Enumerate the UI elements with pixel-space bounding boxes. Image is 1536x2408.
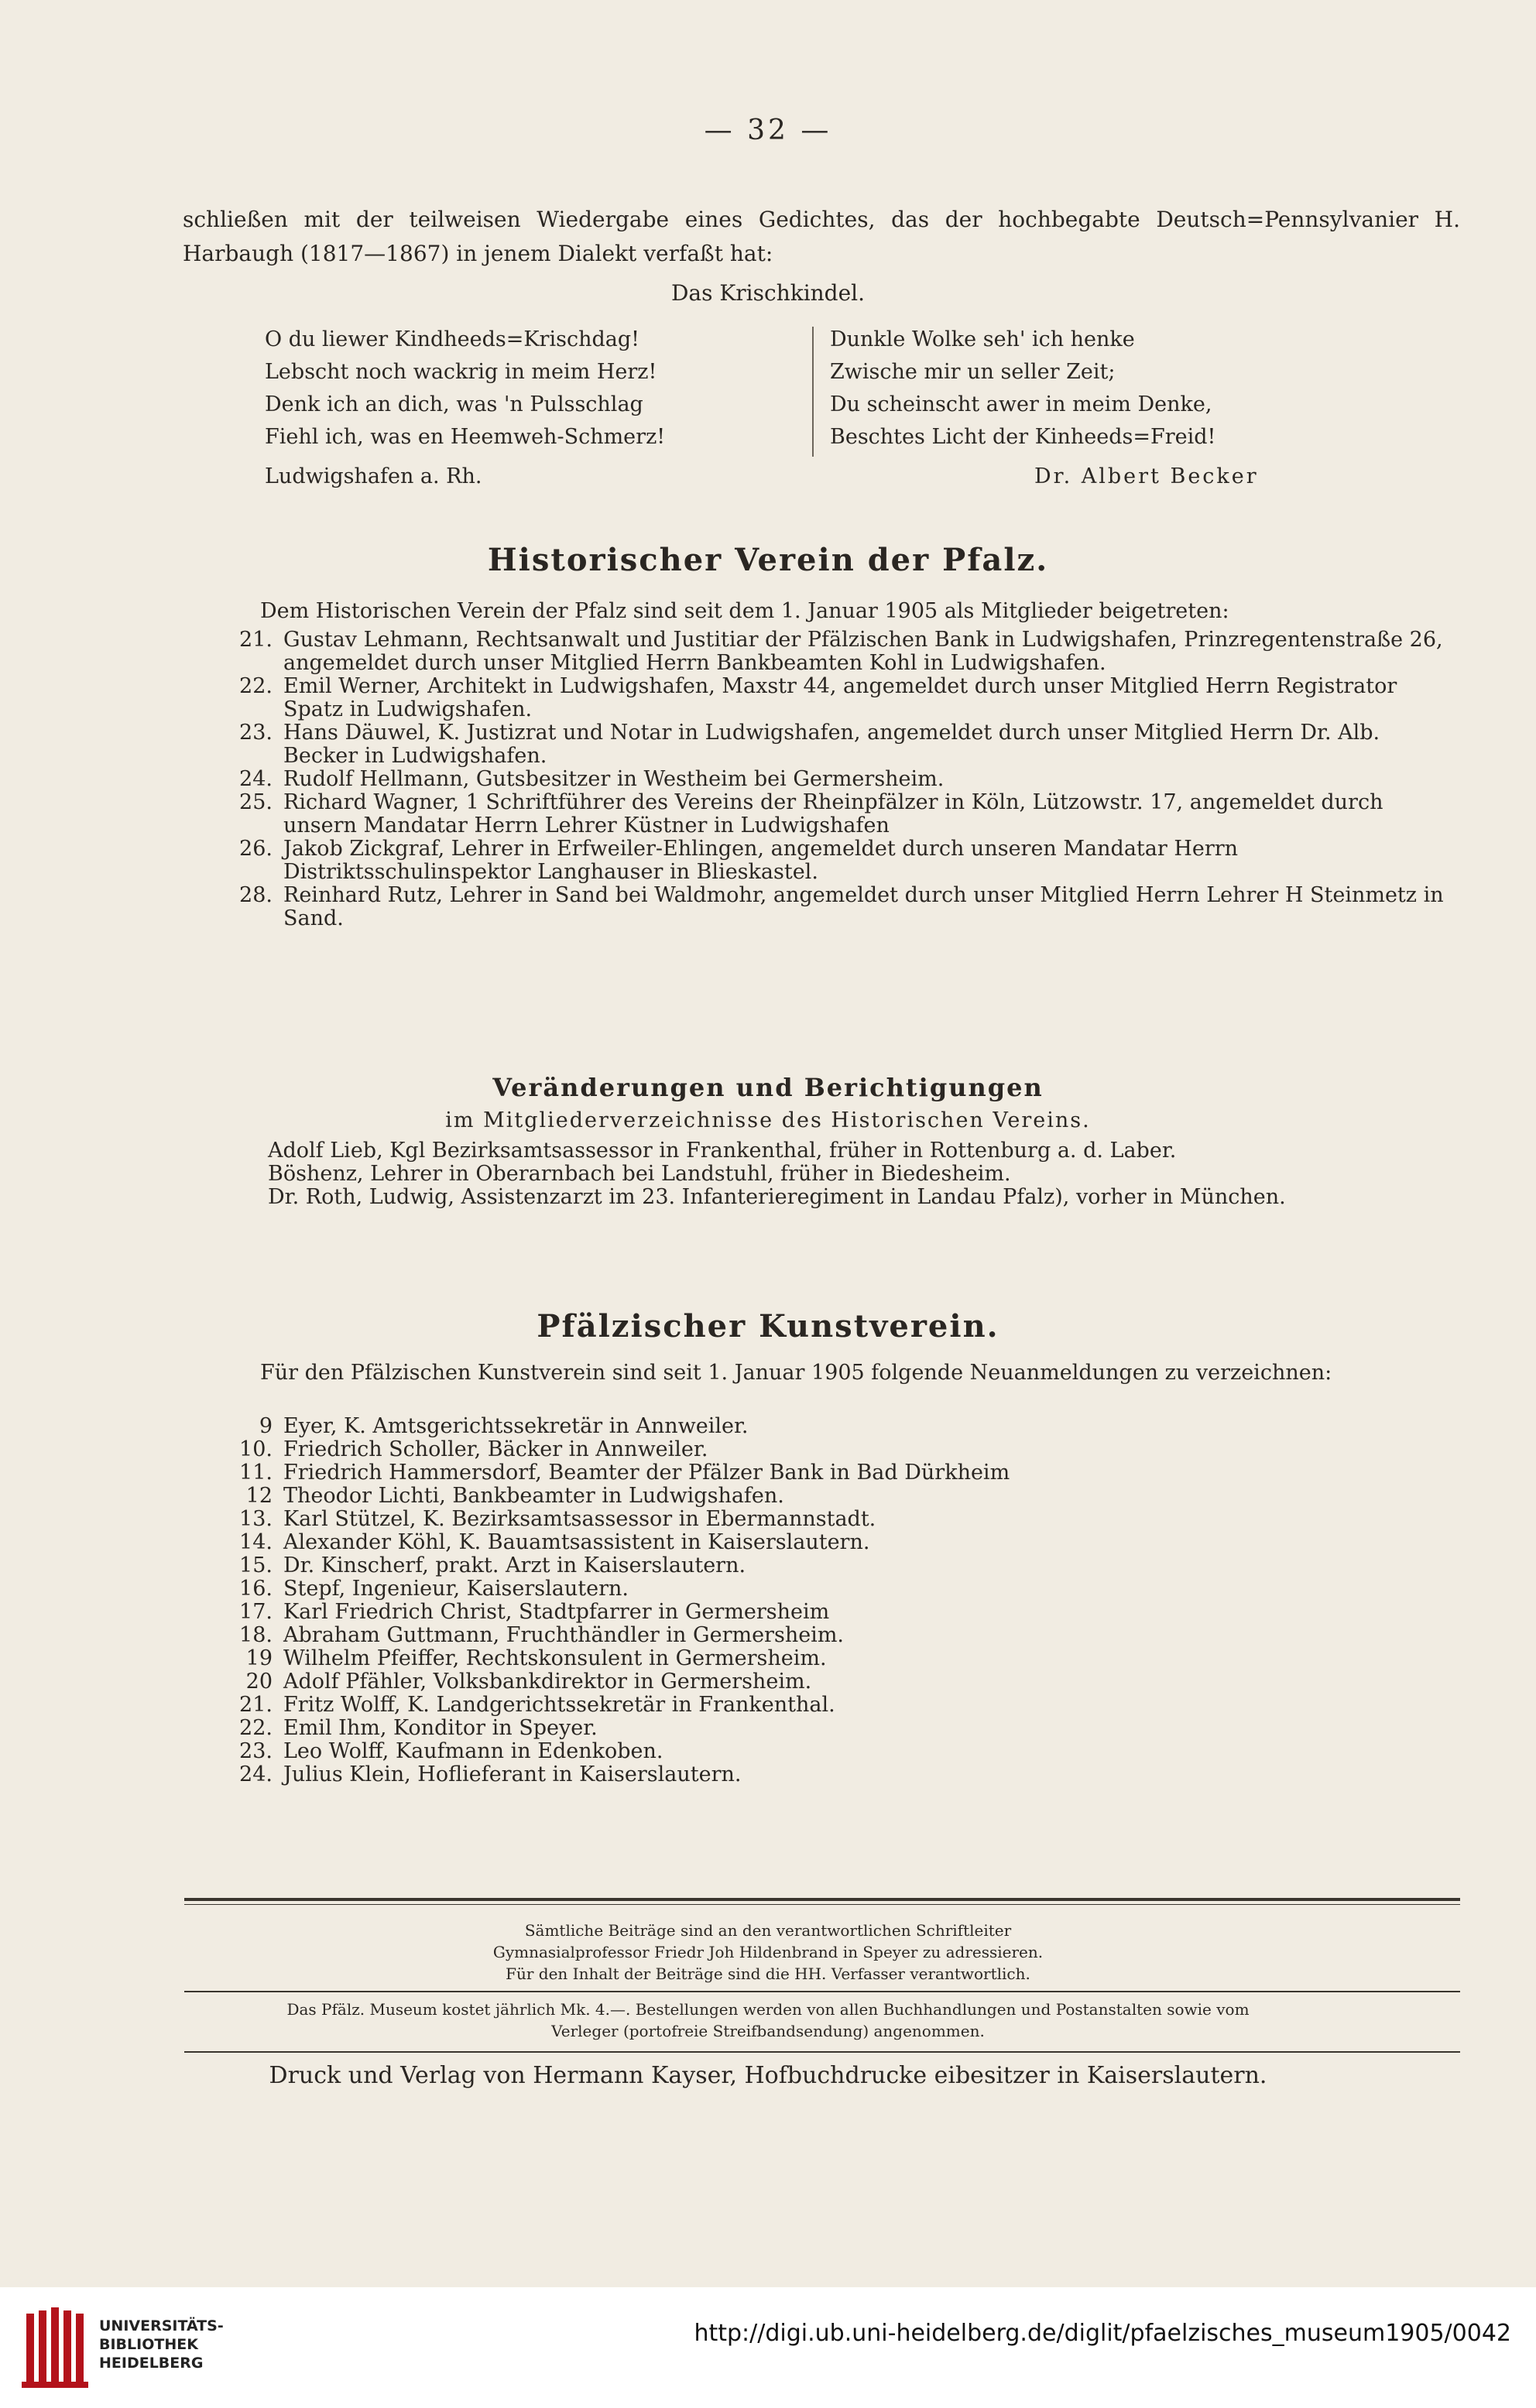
divider-rule-thick (184, 1898, 1460, 1901)
list-item: 15. Dr. Kinscherf, prakt. Arzt in Kaiserslautern. (239, 1553, 746, 1577)
list-item: 23. Hans Däuwel, K. Justizrat und Notar in Ludwigshafen, angemeldet durch unser Mitglied Herrn Dr. Alb. Becker in Ludwigshafen. (239, 721, 1380, 768)
list-item: 24. Rudolf Hellmann, Gutsbesitzer in Westheim bei Germersheim. (239, 767, 945, 791)
poem-line: Denk ich an dich, was 'n Pulsschlag (265, 392, 643, 416)
list-item: 28. Reinhard Rutz, Lehrer in Sand bei Waldmohr, angemeldet durch unser Mitglied Herrn Lehrer H Steinmetz in Sand. (239, 883, 1444, 930)
divider-rule (184, 1991, 1460, 1992)
list-item: 17. Karl Friedrich Christ, Stadtpfarrer in Germersheim (239, 1600, 830, 1624)
list-item: 14. Alexander Köhl, K. Bauamtsassistent in Kaiserslautern. (239, 1530, 870, 1554)
divider-rule-thin (184, 1904, 1460, 1905)
list-item: 13. Karl Stützel, K. Bezirksamtsassessor in Ebermannstadt. (239, 1507, 876, 1531)
list-item: Dr. Roth, Ludwig, Assistenzarzt im 23. Infanterieregiment in Landau Pfalz), vorher in München. (268, 1185, 1286, 1209)
list-item: 10. Friedrich Scholler, Bäcker in Annweiler. (239, 1437, 708, 1461)
list-item: 22. Emil Ihm, Konditor in Speyer. (239, 1716, 598, 1740)
poem-author: Dr. Albert Becker (1034, 464, 1259, 488)
list-item: 23. Leo Wolff, Kaufmann in Edenkoben. (239, 1739, 663, 1763)
poem-line: Beschtes Licht der Kinheeds=Freid! (830, 425, 1216, 449)
poem-title: Das Krischkindel. (670, 280, 866, 306)
poem-line: Lebscht noch wackrig in meim Herz! (265, 360, 657, 384)
list-item: 25. Richard Wagner, 1 Schriftführer des Vereins der Rheinpfälzer in Köln, Lützowstr. 17, angemeldet durch unsern Mandatar Herrn Lehrer Küstner in Ludwigshafen (239, 790, 1383, 837)
list-item: 22. Emil Werner, Architekt in Ludwigshafen, Maxstr 44, angemeldet durch unser Mitglied Herrn Registrator Spatz in Ludwigshafen. (239, 674, 1397, 721)
poem-line: Fiehl ich, was en Heemweh-Schmerz! (265, 425, 666, 449)
printer-imprint: Druck und Verlag von Hermann Kayser, Hofbuchdrucke eibesitzer in Kaiserslautern. (269, 2062, 1267, 2089)
list-item: 16. Stepf, Ingenieur, Kaiserslautern. (239, 1577, 629, 1601)
intro-paragraph: schließen mit der teilweisen Wiedergabe eines Gedichtes, das der hochbegabte Deutsch=Pennsylvanier H. Harbaugh (1817—1867) in jenem Dialekt verfaßt hat: (183, 207, 1460, 266)
library-logo-icon (22, 2307, 91, 2388)
subscription-note: Das Pfälz. Museum kostet jährlich Mk. 4.—. Bestellungen werden von allen Buchhandlungen und Postanstalten sowie vom Verleger (portofreie Streifbandsendung) angenommen. (286, 2000, 1250, 2040)
poem (265, 324, 1364, 454)
list-item: 26. Jakob Zickgraf, Lehrer in Erfweiler-Ehlingen, angemeldet durch unseren Mandatar Herrn Distriktsschulinspektor Langhauser in Blieskastel. (239, 837, 1239, 884)
library-name: UNIVERSITÄTS- BIBLIOTHEK HEIDELBERG (99, 2317, 224, 2372)
list-item: 20 Adolf Pfähler, Volksbankdirektor in Germersheim. (245, 1670, 812, 1694)
list-item: 9 Eyer, K. Amtsgerichtssekretär in Annweiler. (259, 1414, 749, 1438)
list-item: Adolf Lieb, Kgl Bezirksamtsassessor in Frankenthal, früher in Rottenburg a. d. Laber. (268, 1139, 1177, 1163)
poem-right-stanza (830, 324, 1215, 454)
poem-place: Ludwigshafen a. Rh. (265, 464, 482, 488)
list-item: 11. Friedrich Hammersdorf, Beamter der Pfälzer Bank in Bad Dürkheim (239, 1461, 1010, 1485)
list-item: 21. Fritz Wolff, K. Landgerichtssekretär in Frankenthal. (239, 1693, 835, 1717)
kunstverein-members (183, 1415, 1460, 1786)
poem-line: Du scheinscht awer in meim Denke, (830, 392, 1212, 416)
heading-kunstverein: Pfälzischer Kunstverein. (537, 1308, 999, 1344)
historischer-verein-members (183, 629, 1460, 930)
page-number: — 32 — (704, 115, 832, 146)
list-item: 21. Gustav Lehmann, Rechtsanwalt und Justitiar der Pfälzischen Bank in Ludwigshafen, Prinzregentenstraße 26, angemeldet durch unser Mitglied Herrn Bankbeamten Kohl in Ludwigshafen. (239, 628, 1443, 675)
library-footer (0, 2287, 1536, 2408)
poem-divider (812, 327, 814, 457)
heading-historischer-verein: Historischer Verein der Pfalz. (487, 542, 1049, 578)
poem-line: O du liewer Kindheeds=Krischdag! (265, 327, 639, 351)
poem-line: Dunkle Wolke seh' ich henke (830, 327, 1135, 351)
list-item: 24. Julius Klein, Hoflieferant in Kaiserslautern. (239, 1762, 742, 1786)
list-item: 19 Wilhelm Pfeiffer, Rechtskonsulent in Germersheim. (245, 1646, 827, 1670)
changes-list (268, 1139, 1460, 1209)
heading-veraenderungen: Veränderungen und Berichtigungen (492, 1073, 1044, 1102)
list-item: 18. Abraham Guttmann, Fruchthändler in Germersheim. (239, 1623, 845, 1647)
list-item: Böshenz, Lehrer in Oberarnbach bei Landstuhl, früher in Biedesheim. (268, 1162, 1011, 1186)
source-url-link[interactable]: http://digi.ub.uni-heidelberg.de/diglit/pfaelzisches_museum1905/0042 (694, 2320, 1511, 2347)
list-item: 12 Theodor Lichti, Bankbeamter in Ludwigshafen. (245, 1484, 784, 1508)
subheading-mitgliederverzeichnis: im Mitgliederverzeichnisse des Historischen Vereins. (445, 1108, 1091, 1132)
kunstverein-intro: Für den Pfälzischen Kunstverein sind seit 1. Januar 1905 folgende Neuanmeldungen zu verzeichnen: (260, 1361, 1332, 1385)
poem-line: Zwische mir un seller Zeit; (830, 360, 1116, 384)
divider-rule (184, 2051, 1460, 2053)
historischer-verein-intro: Dem Historischen Verein der Pfalz sind seit dem 1. Januar 1905 als Mitglieder beigetreten: (260, 599, 1229, 623)
poem-left-stanza (265, 324, 665, 454)
editorial-note: Sämtliche Beiträge sind an den verantwortlichen Schriftleiter Gymnasialprofessor Friedr Joh Hildenbrand in Speyer zu adressieren. Für den Inhalt der Beiträge sind die HH. Verfasser verantwortlich. (492, 1921, 1044, 1983)
